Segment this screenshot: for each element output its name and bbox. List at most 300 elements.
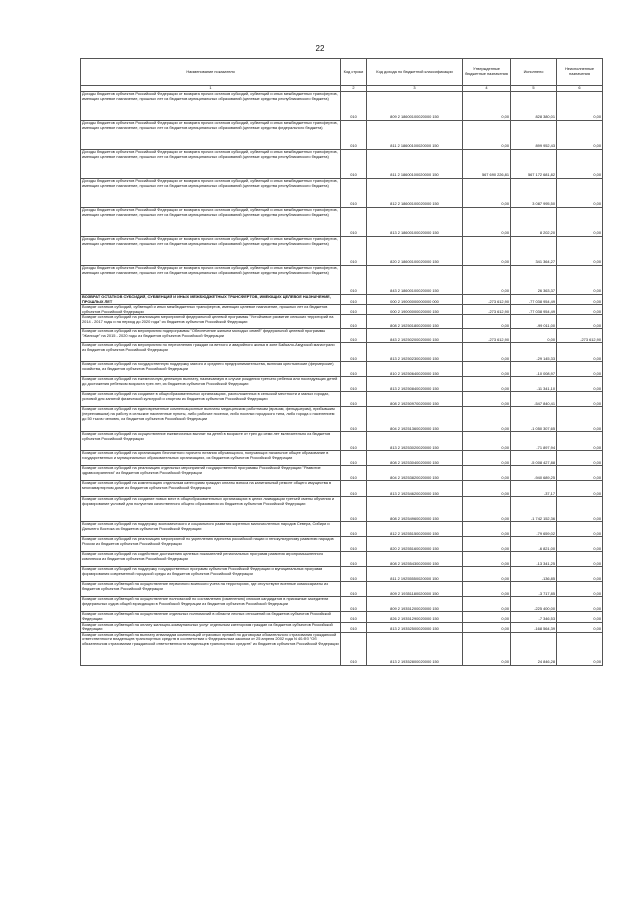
cell-approved-text: 0,00 <box>501 230 509 236</box>
cell-unexecuted-text: 0,00 <box>593 288 601 294</box>
cell-executed <box>511 377 557 392</box>
cell-approved <box>463 377 511 392</box>
cell-line-code-text: 010 <box>350 400 357 406</box>
cell-name-text: Возврат остатков субсидий на организацию бесплатного горячего питания обучающихся, получающих начальное общее образование в государственных и муниципальных образовательных организациях, из бюджетов субъектов Российской Федерации <box>82 450 329 460</box>
cell-approved <box>463 315 511 329</box>
cell-approved-text: 0,00 <box>501 201 509 207</box>
cell-approved-text: 0,00 <box>501 605 509 611</box>
cell-unexecuted-text: 0,00 <box>593 575 601 581</box>
cell-line-code-text: 010 <box>350 545 357 551</box>
cell-unexecuted-text: 0,00 <box>593 143 601 149</box>
table-row <box>81 179 603 208</box>
cell-unexecuted-text: 0,00 <box>593 298 601 304</box>
table-row <box>81 362 603 377</box>
cell-unexecuted-text: 0,00 <box>593 425 601 431</box>
cell-name-text: Возврат остатков субсидий на создание новых мест в общеобразовательных организациях в целях ликвидации третьей смены обучения и формирование условий для получения качественного общего образования из бюджетов субъектов Российской Федерации <box>82 496 335 506</box>
cell-line-code-text: 010 <box>350 615 357 621</box>
cell-unexecuted-text: 0,00 <box>593 459 601 465</box>
table-row <box>81 208 603 237</box>
cell-name <box>81 582 341 597</box>
cell-executed <box>511 179 557 208</box>
cell-unexecuted <box>557 377 603 392</box>
cell-line-code <box>341 237 367 266</box>
cell-line-code <box>341 343 367 362</box>
cell-line-code-text: 010 <box>350 444 357 450</box>
cell-approved-text: 0,00 <box>501 575 509 581</box>
cell-line-code-text: 010 <box>350 530 357 536</box>
cell-executed-text: -37,17 <box>543 490 555 496</box>
cell-budget-code-text: 808 2 19254960020000 150 <box>390 515 439 521</box>
cell-name-text: ВОЗВРАТ ОСТАТКОВ СУБСИДИЙ, СУБВЕНЦИЙ И ИНЫХ МЕЖБЮДЖЕТНЫХ ТРАНСФЕРТОВ, ИМЕЮЩИХ ЦЕЛЕВОЕ НАЗНАЧЕНИЕ, ПРОШЛЫХ ЛЕТ <box>82 294 331 304</box>
cell-line-code <box>341 481 367 497</box>
cell-unexecuted-text: 0,00 <box>593 590 601 596</box>
cell-unexecuted <box>557 537 603 552</box>
cell-line-code <box>341 362 367 377</box>
cell-name-text: Доходы бюджетов субъектов Российской Федерации от возврата прочих остатков субсидий, субвенций и иных межбюджетных трансфертов, имеющих целевое назначение, прошлых лет из бюджетов муниципальных образований (целевые средства федерального бюджета) <box>82 120 338 130</box>
cell-budget-code-text: 813 2 19352500020000 150 <box>390 626 439 632</box>
cell-unexecuted <box>557 582 603 597</box>
cell-budget-code-text: 808 2 19255430020000 150 <box>390 560 439 566</box>
column-number: 2 <box>341 86 367 92</box>
cell-line-code-text: 010 <box>350 590 357 596</box>
cell-line-code <box>341 208 367 237</box>
cell-budget-code <box>367 179 463 208</box>
cell-line-code-text: 010 <box>350 298 357 304</box>
table-row <box>81 497 603 522</box>
cell-name <box>81 552 341 567</box>
cell-executed-text: -13 341,25 <box>536 560 555 566</box>
column-header-budget-code: Код дохода по бюджетной классификации <box>367 59 463 86</box>
cell-name <box>81 432 341 451</box>
table-row <box>81 92 603 121</box>
cell-executed <box>511 466 557 481</box>
cell-approved-text: -273 612,90 <box>488 308 509 314</box>
cell-line-code-text: 010 <box>350 459 357 465</box>
table-header <box>81 59 603 86</box>
cell-unexecuted <box>557 597 603 612</box>
cell-line-code <box>341 622 367 632</box>
table-row <box>81 597 603 612</box>
cell-name-text: Возврат остатков субсидий на мероприятия по переселению граждан из ветхого и аварийного жилья в зоне Байкало-Амурской магистрали из бюджетов субъектов Российской Федерации <box>82 342 335 352</box>
cell-approved <box>463 537 511 552</box>
cell-approved <box>463 237 511 266</box>
cell-budget-code-text: 826 2 19351290020000 150 <box>390 615 439 621</box>
cell-name-text: Возврат остатков субвенций на оплату жилищно-коммунальных услуг отдельным категориям граждан из бюджетов субъектов Российской Федерации <box>82 622 333 632</box>
cell-name <box>81 237 341 266</box>
cell-approved <box>463 343 511 362</box>
cell-line-code <box>341 567 367 582</box>
cell-name <box>81 329 341 343</box>
cell-budget-code <box>367 612 463 622</box>
cell-unexecuted-text: 0,00 <box>593 530 601 536</box>
cell-unexecuted-text: 0,00 <box>593 322 601 328</box>
cell-approved-text: -273 612,90 <box>488 298 509 304</box>
cell-budget-code <box>367 315 463 329</box>
cell-budget-code <box>367 305 463 315</box>
column-number: 3 <box>367 86 463 92</box>
cell-executed-text: 567 172 681,82 <box>527 172 555 178</box>
cell-executed <box>511 622 557 632</box>
cell-line-code-text: 010 <box>350 308 357 314</box>
table-row <box>81 432 603 451</box>
cell-approved <box>463 597 511 612</box>
table-row <box>81 305 603 315</box>
cell-name <box>81 121 341 150</box>
cell-executed <box>511 522 557 537</box>
cell-budget-code <box>367 522 463 537</box>
cell-executed-text: 828 380,01 <box>535 114 555 120</box>
cell-unexecuted-text: 0,00 <box>593 355 601 361</box>
cell-line-code <box>341 522 367 537</box>
cell-line-code <box>341 582 367 597</box>
table-row <box>81 295 603 305</box>
cell-executed-text: -77 038 954,49 <box>528 298 555 304</box>
cell-budget-code <box>367 208 463 237</box>
cell-line-code <box>341 392 367 407</box>
cell-unexecuted <box>557 150 603 179</box>
cell-approved-text: -273 612,90 <box>488 336 509 342</box>
cell-executed-text: -99 011,00 <box>536 322 555 328</box>
cell-executed <box>511 632 557 665</box>
cell-approved-text: 0,00 <box>501 288 509 294</box>
cell-line-code-text: 010 <box>350 114 357 120</box>
cell-approved <box>463 466 511 481</box>
cell-budget-code-text: 843 2 18600100020000 150 <box>390 288 439 294</box>
cell-unexecuted <box>557 295 603 305</box>
cell-budget-code-text: 820 2 18600100020000 150 <box>390 259 439 265</box>
table-row <box>81 150 603 179</box>
cell-executed <box>511 407 557 432</box>
cell-unexecuted-text: 0,00 <box>593 172 601 178</box>
cell-name <box>81 392 341 407</box>
cell-unexecuted-text: 0,00 <box>593 259 601 265</box>
cell-name-text: Доходы бюджетов субъектов Российской Федерации от возврата прочих остатков субсидий, субвенций и иных межбюджетных трансфертов, имеющих целевое назначение, прошлых лет из бюджетов муниципальных образований (целевые средства республиканского бюджета) <box>82 265 338 275</box>
cell-line-code-text: 010 <box>350 336 357 342</box>
cell-line-code <box>341 179 367 208</box>
cell-budget-code <box>367 537 463 552</box>
cell-name <box>81 315 341 329</box>
cell-budget-code-text: 813 2 19250230020000 150 <box>390 355 439 361</box>
table-row <box>81 121 603 150</box>
cell-name-text: Возврат остатков субсидий на создание в общеобразовательных организациях, расположенных в сельской местности и малых городах, условий для занятий физической культурой и спортом из бюджетов субъектов Российской Федерации <box>82 391 330 401</box>
cell-unexecuted <box>557 343 603 362</box>
cell-budget-code <box>367 266 463 295</box>
cell-budget-code <box>367 632 463 665</box>
cell-executed-text: -71 897,94 <box>536 444 555 450</box>
cell-budget-code <box>367 329 463 343</box>
cell-line-code-text: 010 <box>350 385 357 391</box>
cell-unexecuted <box>557 632 603 665</box>
cell-executed <box>511 315 557 329</box>
cell-budget-code-text: 813 2 19250840020000 150 <box>390 385 439 391</box>
cell-budget-code <box>367 466 463 481</box>
cell-approved <box>463 582 511 597</box>
cell-executed <box>511 121 557 150</box>
cell-unexecuted <box>557 305 603 315</box>
cell-unexecuted <box>557 179 603 208</box>
cell-executed <box>511 329 557 343</box>
cell-budget-code-text: 813 2 19352800020000 150 <box>390 659 439 665</box>
cell-line-code-text: 010 <box>350 355 357 361</box>
cell-unexecuted-text: 0,00 <box>593 659 601 665</box>
cell-line-code-text: 010 <box>350 626 357 632</box>
cell-executed-text: -136,85 <box>541 575 555 581</box>
cell-budget-code-text: 813 2 19254620020000 150 <box>390 490 439 496</box>
cell-unexecuted-text: 0,00 <box>593 400 601 406</box>
cell-budget-code-text: 804 2 19253820020000 150 <box>390 474 439 480</box>
cell-budget-code <box>367 295 463 305</box>
cell-name-text: Возврат остатков субсидий, субвенций и иных межбюджетных трансфертов, имеющих целевое назначение, прошлых лет из бюджетов субъектов Российской Федерации <box>82 304 328 314</box>
cell-line-code-text: 010 <box>350 230 357 236</box>
cell-unexecuted-text: -273 612,90 <box>580 336 601 342</box>
cell-executed-text: -1 050 307,65 <box>530 425 555 431</box>
table-row <box>81 567 603 582</box>
cell-budget-code-text: 843 2 19250200020000 150 <box>390 336 439 342</box>
cell-unexecuted <box>557 92 603 121</box>
cell-executed <box>511 237 557 266</box>
cell-name <box>81 567 341 582</box>
cell-name-text: Доходы бюджетов субъектов Российской Федерации от возврата прочих остатков субсидий, субвенций и иных межбюджетных трансфертов, имеющих целевое назначение, прошлых лет из бюджетов муниципальных образований (целевые средства республиканского бюджета) <box>82 207 338 217</box>
table-row <box>81 377 603 392</box>
cell-executed-text: 341 364,27 <box>535 259 555 265</box>
cell-unexecuted-text: 0,00 <box>593 474 601 480</box>
cell-executed <box>511 266 557 295</box>
table-row <box>81 329 603 343</box>
cell-name <box>81 451 341 466</box>
cell-approved-text: 0,00 <box>501 322 509 328</box>
cell-budget-code <box>367 377 463 392</box>
cell-unexecuted <box>557 567 603 582</box>
cell-unexecuted-text: 0,00 <box>593 490 601 496</box>
cell-budget-code <box>367 451 463 466</box>
cell-approved <box>463 567 511 582</box>
cell-unexecuted <box>557 315 603 329</box>
cell-unexecuted-text: 0,00 <box>593 515 601 521</box>
cell-executed <box>511 497 557 522</box>
cell-executed <box>511 362 557 377</box>
cell-line-code-text: 010 <box>350 659 357 665</box>
cell-name-text: Возврат остатков субсидий на осуществление ежемесячных выплат на детей в возрасте от трех до семи лет включительно из бюджетов субъектов Российской Федерации <box>82 431 331 441</box>
cell-budget-code-text: 820 2 19255160020000 150 <box>390 545 439 551</box>
cell-approved-text: 0,00 <box>501 143 509 149</box>
cell-unexecuted <box>557 329 603 343</box>
cell-budget-code <box>367 497 463 522</box>
cell-name-text: Возврат остатков субсидий на поддержку государственных программ субъектов Российской Федерации и муниципальных программ формирования современной городской среды из бюджетов субъектов Российской Федерации <box>82 566 323 576</box>
cell-name <box>81 150 341 179</box>
cell-budget-code-text: 811 2 18600100020000 150 <box>390 143 439 149</box>
column-number: 4 <box>463 86 511 92</box>
cell-line-code <box>341 150 367 179</box>
column-header-unexecuted: Неисполненные назначения <box>557 59 603 86</box>
cell-line-code <box>341 295 367 305</box>
cell-approved <box>463 392 511 407</box>
cell-line-code <box>341 552 367 567</box>
cell-approved-text: 0,00 <box>501 114 509 120</box>
cell-executed <box>511 567 557 582</box>
cell-executed-text: 24 846,28 <box>537 659 555 665</box>
cell-line-code <box>341 305 367 315</box>
column-number: 1 <box>81 86 341 92</box>
cell-name-text: Возврат остатков субвенций на осуществление отдельных полномочий в области лесных отношений из бюджетов субъектов Российской Федерации <box>82 611 331 621</box>
cell-budget-code-text: 811 2 19255550020000 150 <box>390 575 439 581</box>
table-row <box>81 537 603 552</box>
cell-unexecuted-text: 0,00 <box>593 370 601 376</box>
cell-line-code-text: 010 <box>350 605 357 611</box>
cell-name-text: Возврат остатков субсидий на единовременные компенсационные выплаты медицинским работникам (врачам, фельдшерам), прибывшим (переехавшим) на работу в сельские населенные пункты, либо рабочие поселки, либо поселки городского типа, либо города с населением до 50 тысяч человек, из бюджетов субъектов Российской Федерации <box>82 406 335 421</box>
cell-line-code <box>341 451 367 466</box>
cell-approved <box>463 612 511 622</box>
cell-approved <box>463 305 511 315</box>
cell-line-code-text: 010 <box>350 474 357 480</box>
cell-approved <box>463 432 511 451</box>
cell-approved-text: 0,00 <box>501 385 509 391</box>
cell-name-text: Возврат остатков субсидий на реализацию мероприятий по укреплению единства российской нации и этнокультурному развитию народов России из бюджетов субъектов Российской Федерации <box>82 536 334 546</box>
cell-unexecuted-text: 0,00 <box>593 201 601 207</box>
cell-budget-code-text: 808 2 19250970020000 150 <box>390 400 439 406</box>
cell-line-code <box>341 329 367 343</box>
table-row <box>81 266 603 295</box>
cell-name <box>81 612 341 622</box>
column-header-line-code: Код строки <box>341 59 367 86</box>
cell-name-text: Возврат остатков субсидий на мероприятия подпрограммы "Обеспечение жильем молодых семей" федеральной целевой программы "Жилище" на 2015 - 2020 годы из бюджетов субъектов Российской Федерации <box>82 328 326 338</box>
cell-approved <box>463 407 511 432</box>
cell-line-code-text: 010 <box>350 322 357 328</box>
cell-executed-text: -225 400,00 <box>534 605 555 611</box>
cell-executed <box>511 432 557 451</box>
cell-executed <box>511 305 557 315</box>
column-header-name: Наименование показателя <box>81 59 341 86</box>
column-header-executed: Исполнено <box>511 59 557 86</box>
cell-name <box>81 343 341 362</box>
cell-name-text: Возврат остатков субвенций на осуществление первичного воинского учета на территориях, где отсутствуют военные комиссариаты из бюджетов субъектов Российской Федерации <box>82 581 328 591</box>
table-row <box>81 407 603 432</box>
table-row <box>81 466 603 481</box>
cell-approved <box>463 179 511 208</box>
cell-approved-text: 0,00 <box>501 355 509 361</box>
cell-budget-code <box>367 597 463 612</box>
cell-executed-text: -7 346,53 <box>538 615 555 621</box>
table-row <box>81 632 603 665</box>
cell-executed-text: 3 087 995,50 <box>532 201 555 207</box>
cell-executed-text: -6 821,00 <box>538 545 555 551</box>
cell-name <box>81 597 341 612</box>
cell-approved-text: 0,00 <box>501 400 509 406</box>
cell-approved <box>463 451 511 466</box>
cell-executed <box>511 343 557 362</box>
cell-executed-text: -1 742 152,36 <box>530 515 555 521</box>
cell-unexecuted <box>557 432 603 451</box>
cell-name-text: Доходы бюджетов субъектов Российской Федерации от возврата прочих остатков субсидий, субвенций и иных межбюджетных трансфертов, имеющих целевое назначение, прошлых лет из бюджетов муниципальных образований (целевые средства республиканского бюджета) <box>82 236 338 246</box>
cell-name <box>81 497 341 522</box>
cell-executed-text: -77 038 954,49 <box>528 308 555 314</box>
cell-approved <box>463 497 511 522</box>
cell-executed <box>511 552 557 567</box>
cell-line-code-text: 010 <box>350 172 357 178</box>
cell-name-text: Возврат остатков субсидий на реализацию мероприятий федеральной целевой программы "Устойчивое развитие сельских территорий на 2014 - 2017 годы и на период до 2020 года" из бюджетов субъектов Российской Федерации <box>82 314 334 324</box>
cell-executed <box>511 295 557 305</box>
cell-executed-text: -5 008 427,88 <box>530 459 555 465</box>
cell-line-code <box>341 537 367 552</box>
cell-budget-code <box>367 567 463 582</box>
table-row <box>81 451 603 466</box>
cell-line-code-text: 010 <box>350 201 357 207</box>
cell-executed <box>511 537 557 552</box>
cell-name-text: Возврат остатков субсидий на реализацию отдельных мероприятий государственной программы Российской Федерации "Развитие здравоохранения" из бюджетов субъектов Российской Федерации <box>82 465 321 475</box>
cell-budget-code-text: 804 2 19251360020000 150 <box>390 425 439 431</box>
cell-executed-text: -940 689,25 <box>534 474 555 480</box>
cell-name <box>81 179 341 208</box>
cell-name <box>81 208 341 237</box>
cell-executed-text: -168 564,39 <box>534 626 555 632</box>
cell-approved <box>463 522 511 537</box>
cell-name <box>81 537 341 552</box>
cell-unexecuted-text: 0,00 <box>593 444 601 450</box>
cell-budget-code <box>367 343 463 362</box>
column-header-approved: Утвержденные бюджетные назначения <box>463 59 511 86</box>
cell-name <box>81 377 341 392</box>
cell-budget-code <box>367 237 463 266</box>
cell-budget-code-text: 811 2 18600100020000 150 <box>390 172 439 178</box>
cell-approved-text: 0,00 <box>501 370 509 376</box>
cell-line-code <box>341 377 367 392</box>
cell-name <box>81 305 341 315</box>
cell-executed <box>511 150 557 179</box>
cell-name-text: Возврат остатков субсидий на поддержку экономического и социального развития коренных малочисленных народов Севера, Сибири и Дальнего Востока из бюджетов субъектов Российской Федерации <box>82 521 330 531</box>
cell-budget-code <box>367 622 463 632</box>
cell-executed-text: 26 363,37 <box>537 288 555 294</box>
cell-name <box>81 362 341 377</box>
cell-line-code-text: 010 <box>350 259 357 265</box>
cell-name-text: Возврат остатков субвенций на выплату инвалидам компенсаций страховых премий по договорам обязательного страхования гражданской ответственности владельцев транспортных средств в соответствии с Федеральным законом от 25 апреля 2002 года N 40-ФЗ "Об обязательном страховании гражданской ответственности владельцев транспортных средств" из бюджетов субъектов Российской Федерации <box>82 632 339 646</box>
cell-approved-text: 0,00 <box>501 515 509 521</box>
cell-budget-code-text: 812 2 19255150020000 150 <box>390 530 439 536</box>
table-row <box>81 582 603 597</box>
cell-unexecuted <box>557 622 603 632</box>
cell-unexecuted-text: 0,00 <box>593 545 601 551</box>
cell-budget-code-text: 809 2 18600100020000 150 <box>390 114 439 120</box>
cell-approved-text: 0,00 <box>501 560 509 566</box>
cell-approved <box>463 266 511 295</box>
cell-approved <box>463 121 511 150</box>
cell-budget-code-text: 809 2 19351200020000 150 <box>390 605 439 611</box>
cell-line-code-text: 010 <box>350 560 357 566</box>
cell-line-code-text: 010 <box>350 575 357 581</box>
page-number: 22 <box>315 44 325 53</box>
table-row <box>81 552 603 567</box>
cell-unexecuted <box>557 481 603 497</box>
cell-unexecuted <box>557 121 603 150</box>
cell-line-code-text: 010 <box>350 515 357 521</box>
cell-line-code <box>341 497 367 522</box>
cell-name-text: Возврат остатков субсидий на государственную поддержку малого и среднего предпринимательства, включая крестьянские (фермерские) хозяйства, из бюджетов субъектов Российской Федерации <box>82 361 334 371</box>
cell-approved-text: 0,00 <box>501 474 509 480</box>
cell-approved <box>463 150 511 179</box>
cell-approved-text: 0,00 <box>501 259 509 265</box>
cell-executed-text: -10 008,97 <box>536 370 555 376</box>
cell-budget-code-text: 808 2 19253040020000 150 <box>390 459 439 465</box>
table-row <box>81 315 603 329</box>
table-row <box>81 392 603 407</box>
cell-executed <box>511 208 557 237</box>
budget-report-table <box>80 58 603 666</box>
cell-unexecuted <box>557 497 603 522</box>
cell-approved-text: 567 690 226,81 <box>481 172 509 178</box>
cell-name <box>81 266 341 295</box>
cell-executed-text: -11 341,10 <box>536 385 555 391</box>
cell-approved-text: 0,00 <box>501 659 509 665</box>
cell-name <box>81 622 341 632</box>
cell-unexecuted-text: 0,00 <box>593 114 601 120</box>
